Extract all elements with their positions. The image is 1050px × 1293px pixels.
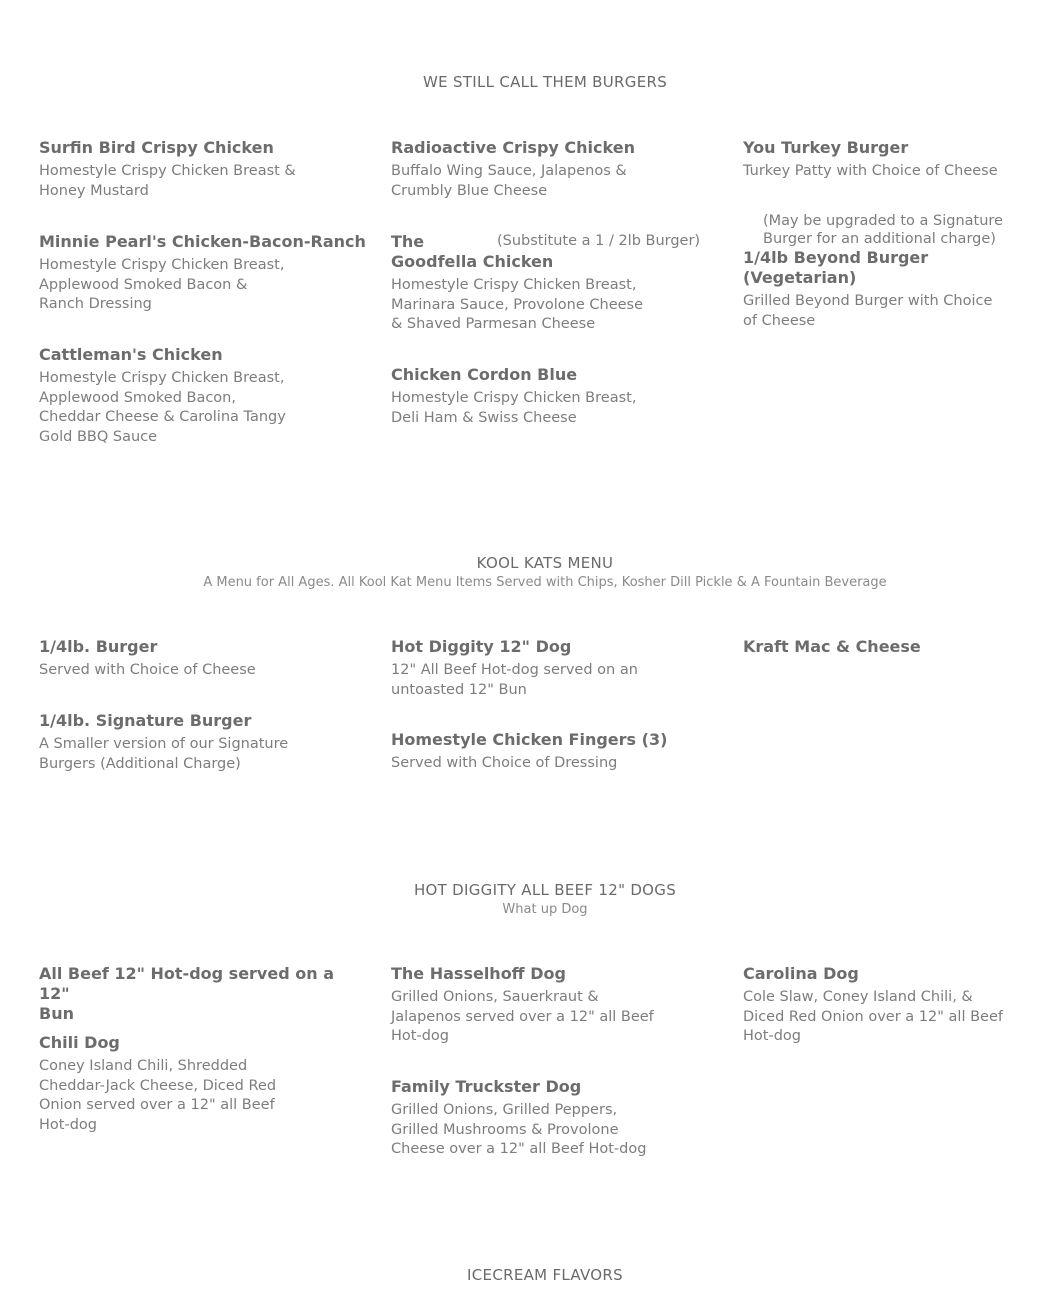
menu-item-name: Homestyle Chicken Fingers (3) (391, 730, 668, 749)
section-title-icecream: ICECREAM FLAVORS (467, 1266, 623, 1284)
menu-item-description: Grilled Onions, Sauerkraut & Jalapenos served over a 12" all Beef Hot-dog (391, 989, 654, 1044)
menu-item-name: Cattleman's Chicken (39, 345, 223, 364)
menu-item-radioactive (391, 138, 701, 201)
section-title-hot-dogs: HOT DIGGITY ALL BEEF 12" DOGS (413, 881, 677, 899)
menu-item-description: Turkey Patty with Choice of Cheese (743, 163, 998, 179)
menu-item-quarter-signature-burger (39, 711, 349, 774)
upgrade-note: (May be upgraded to a Signature Burger for an additional charge) (763, 213, 1003, 247)
menu-item-hasselhoff-dog (391, 964, 701, 1047)
menu-item-family-truckster-dog (391, 1077, 701, 1160)
menu-item-quarter-burger (39, 637, 349, 681)
menu-item-description: Homestyle Crispy Chicken Breast, Applewood Smoked Bacon & Ranch Dressing (39, 257, 285, 312)
menu-item-name: Surfin Bird Crispy Chicken (39, 138, 274, 157)
menu-item-name: Carolina Dog (743, 964, 859, 983)
menu-item-name: Hot Diggity 12" Dog (391, 637, 572, 656)
menu-item-description: Coney Island Chili, Shredded Cheddar-Jack Cheese, Diced Red Onion served over a 12" all Beef Hot-dog (39, 1058, 277, 1133)
menu-item-name: 1/4lb Beyond Burger (Vegetarian) (743, 248, 929, 287)
menu-item-name: Radioactive Crispy Chicken (391, 138, 635, 157)
menu-item-description: Served with Choice of Cheese (39, 662, 256, 678)
section-title-burgers: WE STILL CALL THEM BURGERS (422, 73, 668, 91)
menu-item-description: Buffalo Wing Sauce, Jalapenos & Crumbly Blue Cheese (391, 163, 627, 199)
menu-item-description: 12" All Beef Hot-dog served on an untoasted 12" Bun (391, 662, 638, 698)
menu-item-name: You Turkey Burger (743, 138, 909, 157)
menu-item-name: The Hasselhoff Dog (391, 964, 566, 983)
menu-item-carolina-dog (743, 964, 1043, 1047)
menu-item-name: Kraft Mac & Cheese (743, 637, 921, 656)
menu-item-description: Cole Slaw, Coney Island Chili, & Diced Red Onion over a 12" all Beef Hot-dog (743, 989, 1003, 1044)
menu-item-minnie-pearl (39, 232, 369, 315)
menu-item-description: Grilled Onions, Grilled Peppers, Grilled Mushrooms & Provolone Cheese over a 12" all Beef Hot-dog (391, 1102, 647, 1157)
menu-item-name: Family Truckster Dog (391, 1077, 582, 1096)
menu-item-description: Homestyle Crispy Chicken Breast, Marinara Sauce, Provolone Cheese & Shaved Parmesan Cheese (391, 277, 644, 332)
menu-item-turkey-burger (743, 138, 1043, 182)
menu-item-description: Grilled Beyond Burger with Choice of Cheese (743, 293, 993, 329)
menu-item-chili-dog (39, 1033, 349, 1135)
menu-item-surfin-bird (39, 138, 349, 201)
menu-item-mac-cheese (743, 637, 1043, 657)
menu-item-description: Homestyle Crispy Chicken Breast, Deli Ham & Swiss Cheese (391, 390, 637, 426)
menu-item-name: The Goodfella Chicken (391, 232, 554, 271)
menu-item-description: Served with Choice of Dressing (391, 755, 618, 771)
menu-item-beyond-burger (743, 248, 1043, 331)
menu-item-all-beef-hotdog (39, 964, 359, 1024)
substitute-note: (Substitute a 1 / 2lb Burger) (497, 233, 701, 249)
menu-item-description: Homestyle Crispy Chicken Breast, Applewood Smoked Bacon, Cheddar Cheese & Carolina Tangy Gold BBQ Sauce (39, 370, 286, 445)
section-title-kool-kats: KOOL KATS MENU (476, 554, 614, 572)
menu-item-name: Chicken Cordon Blue (391, 365, 578, 384)
menu-item-hot-diggity-dog (391, 637, 701, 700)
menu-item-description: Homestyle Crispy Chicken Breast & Honey Mustard (39, 163, 296, 199)
section-subtitle-hot-dogs: What up Dog (502, 902, 588, 917)
menu-item-name: 1/4lb. Burger (39, 637, 158, 656)
section-subtitle-kool-kats: A Menu for All Ages. All Kool Kat Menu Items Served with Chips, Kosher Dill Pickle & A Fountain Beverage (203, 575, 887, 590)
menu-item-name: 1/4lb. Signature Burger (39, 711, 252, 730)
menu-item-description: A Smaller version of our Signature Burgers (Additional Charge) (39, 736, 289, 772)
menu-item-name: Chili Dog (39, 1033, 120, 1052)
menu-item-chicken-fingers (391, 730, 701, 774)
menu-item-cattleman (39, 345, 349, 447)
menu-item-name: Minnie Pearl's Chicken-Bacon-Ranch (39, 232, 366, 251)
menu-item-cordon-blue (391, 365, 701, 428)
menu-item-name: All Beef 12" Hot-dog served on a 12" Bun (39, 964, 334, 1023)
